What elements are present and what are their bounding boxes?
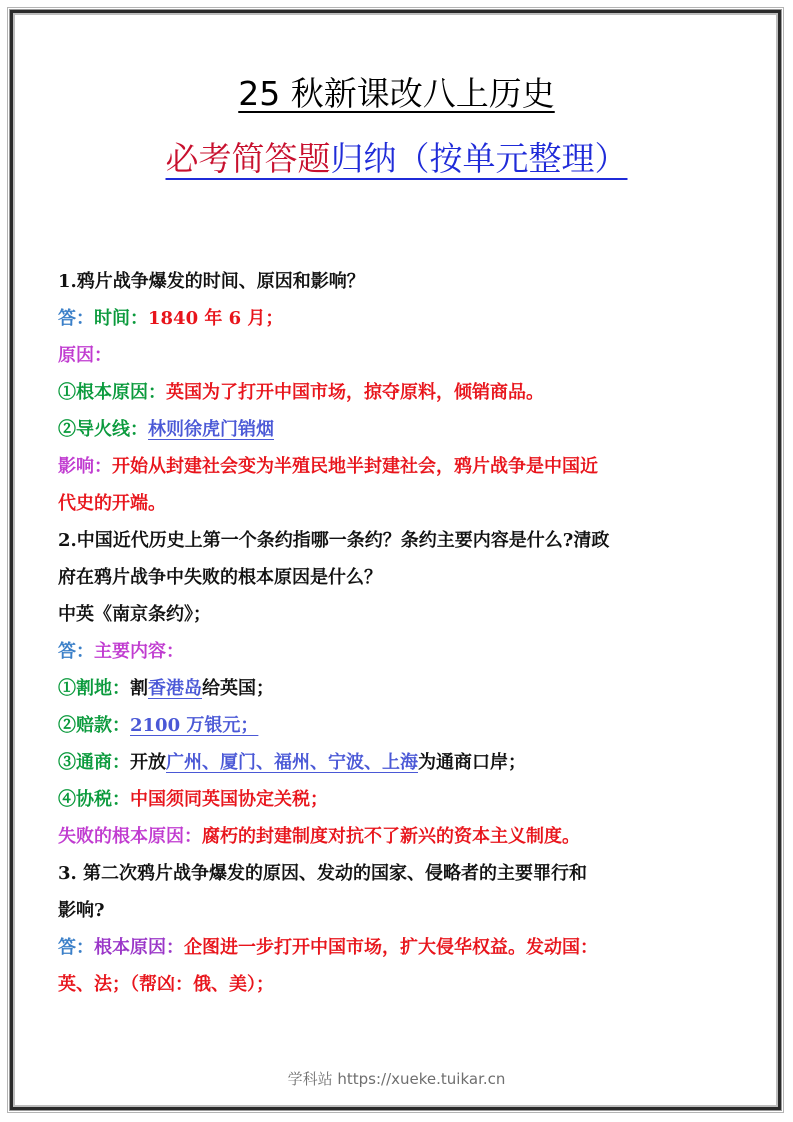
- tariff-text: 中国须同英国协定关税；: [130, 789, 328, 810]
- subtitle-blue: 归纳（按单元整理）: [330, 139, 628, 178]
- q2-content-label: [58, 633, 738, 670]
- q2-item-1: [58, 670, 738, 707]
- root-cause-text: 企图进一步打开中国市场，扩大侵华权益。发动国：: [184, 937, 598, 958]
- cession-post: 给英国；: [202, 678, 274, 699]
- q1-cause-label: 原因：: [58, 345, 112, 366]
- fuse-text: 林则徐虎门销烟: [148, 419, 274, 440]
- q2-treaty: 中英《南京条约》；: [58, 604, 211, 625]
- root-cause-label: ①根本原因：: [58, 382, 166, 403]
- q1-fuse: [58, 411, 738, 448]
- failure-label: 失败的根本原因：: [58, 826, 202, 847]
- q1-impact: [58, 448, 738, 485]
- answer-label: 答：: [58, 641, 94, 662]
- impact-label: 影响：: [58, 456, 112, 477]
- q2-failure: [58, 818, 738, 855]
- q3-question-2: 影响?: [58, 900, 105, 921]
- q1-question: 1.鸦片战争爆发的时间、原因和影响？: [58, 271, 365, 292]
- tariff-label: ④协税：: [58, 789, 130, 810]
- cession-label: ①割地：: [58, 678, 130, 699]
- time-value: 1840 年 6 月；: [148, 308, 284, 329]
- trade-label: ③通商：: [58, 752, 130, 773]
- q2-item-2: [58, 707, 738, 744]
- root-cause-text: 英国为了打开中国市场，掠夺原料，倾销商品。: [166, 382, 544, 403]
- q1-time-line: [58, 300, 738, 337]
- ports-link: 广州、厦门、福州、宁波、上海: [166, 752, 418, 773]
- q3-answer-2: 英、法；（帮凶：俄、美）；: [58, 974, 274, 995]
- q1-root-cause: [58, 374, 738, 411]
- time-label: 时间：: [94, 308, 148, 329]
- trade-post: 为通商口岸；: [418, 752, 526, 773]
- answer-label: 答：: [58, 937, 94, 958]
- q2-question-1: 2.中国近代历史上第一个条约指哪一条约？条约主要内容是什么?清政: [58, 530, 610, 551]
- hongkong-link: 香港岛: [148, 678, 202, 699]
- answer-label: 答：: [58, 308, 94, 329]
- q2-item-3: [58, 744, 738, 781]
- q3-answer-1: [58, 929, 738, 966]
- impact-text-1: 开始从封建社会变为半殖民地半封建社会，鸦片战争是中国近: [112, 456, 598, 477]
- subtitle-wrap: [166, 139, 628, 178]
- content-label: 主要内容：: [94, 641, 184, 662]
- page-title-text: 25 秋新课改八上历史: [238, 74, 555, 113]
- q2-question-2: 府在鸦片战争中失败的根本原因是什么？: [58, 567, 382, 588]
- subtitle-red: 必考简答题: [165, 139, 331, 178]
- trade-pre: 开放: [130, 752, 166, 773]
- q2-item-4: [58, 781, 738, 818]
- fuse-label: ②导火线：: [58, 419, 148, 440]
- failure-text: 腐朽的封建制度对抗不了新兴的资本主义制度。: [202, 826, 580, 847]
- qa-content: [58, 263, 738, 1003]
- page-subtitle: [0, 136, 793, 182]
- q3-question-1: 3. 第二次鸦片战争爆发的原因、发动的国家、侵略者的主要罪行和: [58, 863, 588, 884]
- cession-pre: 割: [130, 678, 148, 699]
- root-cause-label: 根本原因：: [94, 937, 184, 958]
- footer-watermark: 学科站 https://xueke.tuikar.cn: [287, 1070, 506, 1088]
- indemnity-text: 2100 万银元；: [130, 715, 259, 736]
- indemnity-label: ②赔款：: [58, 715, 130, 736]
- page-title: [0, 72, 793, 116]
- q1-impact-cont: 代史的开端。: [58, 493, 166, 514]
